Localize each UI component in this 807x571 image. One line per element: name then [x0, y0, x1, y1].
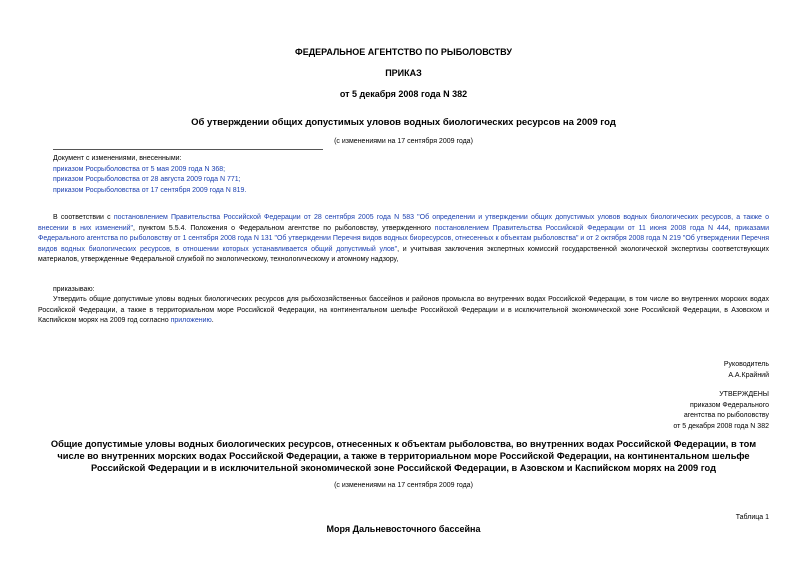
preamble-link-444[interactable]: постановлением Правительства Российской Федерации от 11 июня 2008 года N 444: [434, 224, 729, 232]
order-text: Утвердить общие допустимые уловы водных биологических ресурсов для рыбохозяйственных бассейнов и районов промысла во внутренних водах Российской Федерации, в том числе во внутренних морских водах Российской Федерации, а также в территориальном море Российской Федерации, на континентальном шельфе Российской Федерации и в исключительной экономической зоне Российской Федерации, в Азовском и Каспийском морях на 2009 год согласно: [38, 296, 769, 325]
amendment-link-3[interactable]: приказом Росрыболовства от 17 сентября 2009 года N 819.: [53, 186, 247, 194]
approval-line-1: УТВЕРЖДЕНЫ: [719, 391, 769, 398]
approval-line-4: от 5 декабря 2008 года N 382: [673, 422, 769, 430]
order-paragraph: [38, 295, 769, 327]
signature-name: А.А.Крайний: [728, 371, 769, 379]
order-label: приказываю:: [53, 286, 95, 293]
preamble-text-4: , и учитывая заключения экспертных комиссий государственной экологической экспертизы соответствующих материалов, утвержденные Федеральной службой по экологическому, технологическому и атомному надзору,: [38, 245, 769, 264]
approval-line-2: приказом Федерального: [689, 401, 769, 409]
document-title: Об утверждении общих допустимых уловов водных биологических ресурсов на 2009 год: [191, 117, 616, 128]
signature-position: Руководитель: [723, 361, 769, 368]
amendments-intro: Документ с изменениями, внесенными:: [53, 155, 182, 162]
preamble-link-583[interactable]: постановлением Правительства Российской Федерации от 28 сентября 2005 года N 583 "Об определении и утверждении общих допустимых уловов водных биологических ресурсов, а также о внесении в них изменений": [38, 214, 770, 232]
amendment-link-1[interactable]: приказом Росрыболовства от 5 мая 2009 года N 368;: [53, 165, 226, 173]
agency-name: ФЕДЕРАЛЬНОЕ АГЕНТСТВО ПО РЫБОЛОВСТВУ: [295, 47, 512, 57]
preamble-text-1: В соответствии с: [53, 214, 114, 221]
preamble-link-orders[interactable]: приказами Федерального агентства по рыболовству от 1 сентября 2008 года N 131 "Об утверждении Перечня видов водных биоресурсов, отнесенных к объектам рыболовства" и от 2 октября 2008 года N 219 "Об утверждении Перечня видов водных биологических ресурсов, в отношении которых устанавливается общий допустимый улов": [38, 224, 769, 253]
document-date-number: от 5 декабря 2008 года N 382: [339, 89, 468, 99]
preamble-text-3: ,: [728, 224, 735, 232]
document-type: ПРИКАЗ: [385, 68, 422, 78]
amendment-link-2[interactable]: приказом Росрыболовства от 28 августа 2009 года N 771;: [53, 176, 241, 183]
section-title: Моря Дальневосточного бассейна: [326, 524, 481, 534]
appendix-title: Общие допустимые уловы водных биологических ресурсов, отнесенных к объектам рыболовства, во внутренних водах Российской Федерации, в том числе во внутренних морских водах Российской Федерации, а также в территориальном море Российской Федерации, на континентальном шельфе Российской Федерации и в исключительной экономической зоне Российской Федерации, в Азовском и Каспийском морях на 2009 год: [50, 439, 757, 473]
divider-line: [53, 149, 323, 150]
amendments-block: [53, 154, 246, 196]
approval-line-3: агентства по рыболовству: [683, 412, 769, 420]
approval-block: [673, 390, 769, 432]
order-end: .: [211, 317, 214, 325]
preamble-paragraph: [38, 213, 769, 266]
appendix-changes-note: (с изменениями на 17 сентября 2009 года): [334, 482, 473, 489]
preamble-text-2: , пунктом 5.5.4. Положения о Федеральном агентстве по рыболовству, утвержденного: [133, 224, 435, 232]
changes-note: (с изменениями на 17 сентября 2009 года): [334, 138, 473, 145]
table-label: Таблица 1: [735, 514, 769, 521]
appendix-link[interactable]: приложению: [170, 317, 212, 325]
signature-block: [724, 360, 769, 381]
